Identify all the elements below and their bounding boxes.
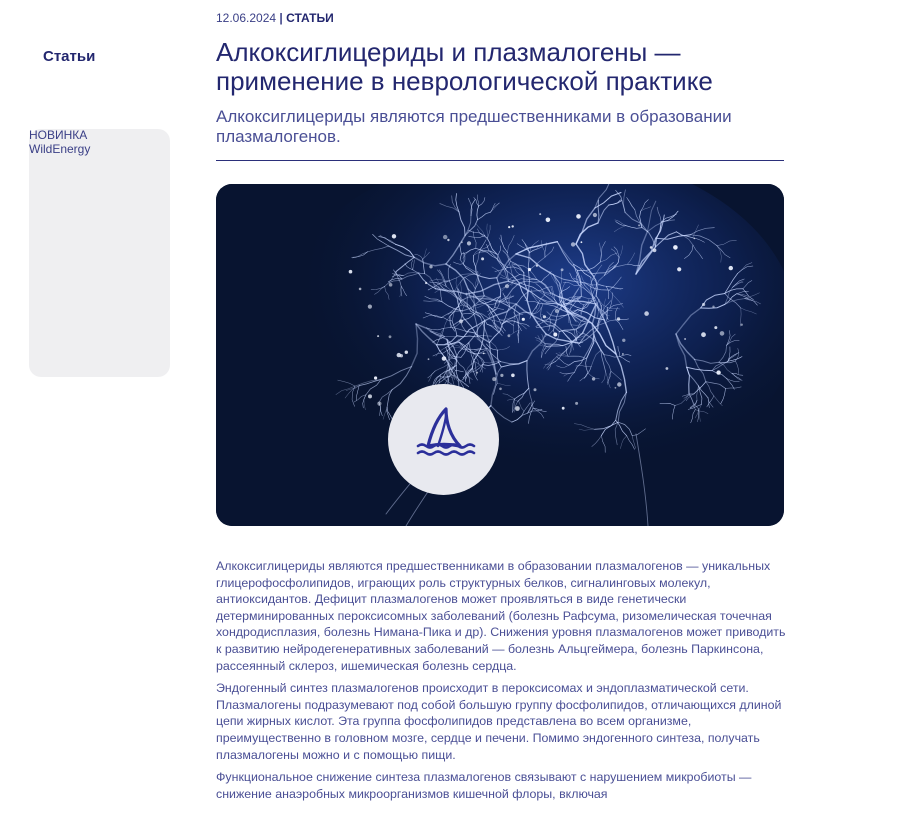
article-paragraph-3: Функциональное снижение синтеза плазмалогенов связывают с нарушением микробиоты — снижение анаэробных микроорганизмов кишечной флоры, включая [216,770,752,801]
promo-card[interactable] [29,129,170,377]
divider [216,160,784,161]
promo-brand: WildEnergy [29,142,91,156]
promo-label [29,128,90,156]
promo-badge: НОВИНКА [29,128,88,142]
brain-neurons-illustration [216,184,784,526]
article-meta [216,11,334,25]
page-title: Алкоксиглицериды и плазмалогены — применение в неврологической практике [216,37,713,96]
article-category[interactable]: СТАТЬИ [286,11,334,25]
article-paragraph-2: Эндогенный синтез плазмалогенов происходит в пероксисомах и эндоплазматической сети. Плазмалогены подразумевают под собой большую группу фосфолипидов, отличающихся длиной цепи жирных кислот. Эта группа фосфолипидов представлена во всем организме, преимущественно в головном мозге, сердце и печени. Помимо эндогенного синтеза, получать плазмалогены можно и с помощью пищи. [216,681,782,762]
logo-badge [388,384,499,495]
article-subtitle: Алкоксиглицериды являются предшественниками в образовании плазмалогенов. [216,107,732,146]
sidebar-title[interactable]: Статьи [43,48,96,65]
article-body [216,558,786,808]
hero-image [216,184,784,526]
article-paragraph-1: Алкоксиглицериды являются предшественниками в образовании плазмалогенов — уникальных глицерофосфолипидов, играющих роль структурных белков, сигналинговых молекул, антиоксидантов. Дефицит плазмалогенов может проявляться в виде генетически детерминированных пероксисомных заболеваний (болезнь Рафсума, ризомелическая точечная хондродисплазия, болезнь Нимана-Пика и др). Снижения уровня плазмалогенов может приводить к развитию нейродегенеративных заболеваний — болезнь Альцгеймера, болезнь Паркинсона, рассеянный склероз, ишемическая болезнь сердца. [216,559,786,673]
shark-fin-icon [388,384,499,495]
article-date: 12.06.2024 [216,11,277,25]
meta-separator: | [279,11,283,25]
